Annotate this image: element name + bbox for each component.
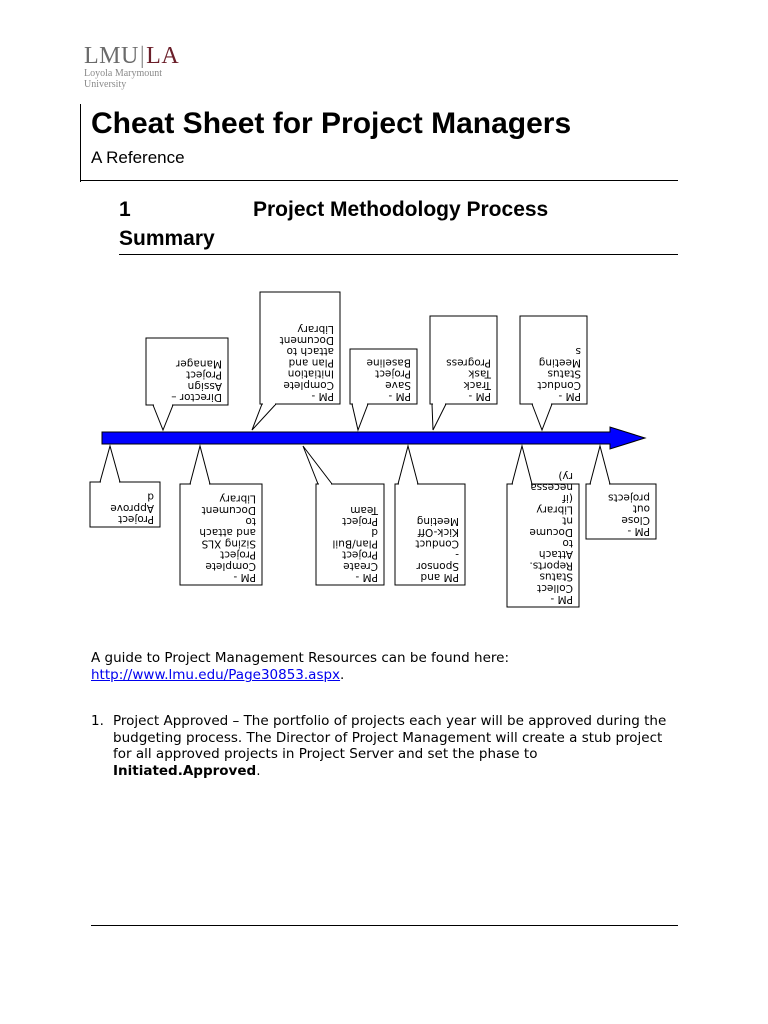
callout-above-1-pointer [153,405,173,430]
guide-text: A guide to Project Management Resources can be found here: [91,650,510,666]
logo-subtitle-2: University [84,79,127,90]
callout-below-5-pointer [512,446,532,484]
callouts-above [146,292,587,430]
timeline-arrow [102,427,645,449]
callout-above-5-pointer [532,404,552,430]
section-title-continued: Summary [119,227,215,250]
logo-lmu: LMU [84,43,139,69]
callout-above-4-pointer [432,404,446,430]
callout-above-5 [520,316,587,430]
callout-below-6 [586,446,656,539]
page-subtitle: A Reference [91,148,185,167]
list-text: Project Approved – The portfolio of projects each year will be approved during the budgeting process. The Director of Project Management will create a stub project for all approved projects in Project Server and set the phase to [113,713,667,762]
callouts-below [90,446,656,607]
list-end-period: . [256,762,261,779]
callout-above-3-pointer [352,404,368,430]
list-number: 1. [91,713,104,729]
callout-below-6-pointer [590,446,610,484]
callout-below-2-pointer [190,446,210,484]
callout-above-3-label: PM -SaveProjectBaseline [366,356,411,402]
callout-above-3 [350,349,417,430]
footer-rule [91,925,678,926]
callout-below-1-label: ProjectApproved [110,490,154,525]
callout-below-4 [395,446,465,585]
logo-subtitle-1: Loyola Marymount [84,68,163,79]
resources-guide [91,650,509,684]
callout-above-2-label: PM -CompleteInitiationPlan andattach toDocumentLibrary [279,322,334,402]
callout-above-5-label: PM -ConductStatusMeetings [537,345,581,402]
logo-separator: | [139,43,146,69]
callout-below-5-label: PM -CollectStatusReports.AttachtoDocumentLibrary(ifnecessary) [529,469,573,605]
list-item [91,713,683,779]
callout-below-6-label: PM -Closeoutprojects [608,491,650,537]
callout-below-2 [180,446,262,585]
section-title: Project Methodology Process [253,198,549,221]
guide-link-period: . [340,667,345,683]
callout-below-3-label: PM -CreateProjectPlan/BuildProjectTeam [332,503,378,583]
callout-above-4-label: PM -TrackTaskProgress [446,356,491,402]
callout-below-1-pointer [100,446,120,482]
callout-above-2 [252,292,340,430]
callout-below-4-label: PM andSponsor-ConductKick-OffMeeting [415,515,459,583]
callout-below-4-pointer [398,446,418,484]
callout-above-1-label: Director –AssignProjectManager [171,357,222,403]
callout-above-4 [430,316,497,430]
phase-name: Initiated.Approved [113,762,257,779]
callout-above-1 [146,338,228,430]
page-title: Cheat Sheet for Project Managers [91,107,572,140]
logo-la: LA [146,43,180,69]
section-number: 1 [119,198,131,221]
callout-below-5 [507,446,579,607]
callout-above-2-pointer [252,404,276,430]
callout-below-1 [90,446,160,527]
callout-below-3-pointer [303,446,332,484]
callout-below-2-label: PM -CompleteProjectSizing XLSand attachtoDocumentLibrary [199,492,256,583]
callout-below-3 [303,446,384,585]
resources-link[interactable]: http://www.lmu.edu/Page30853.aspx [91,667,341,683]
